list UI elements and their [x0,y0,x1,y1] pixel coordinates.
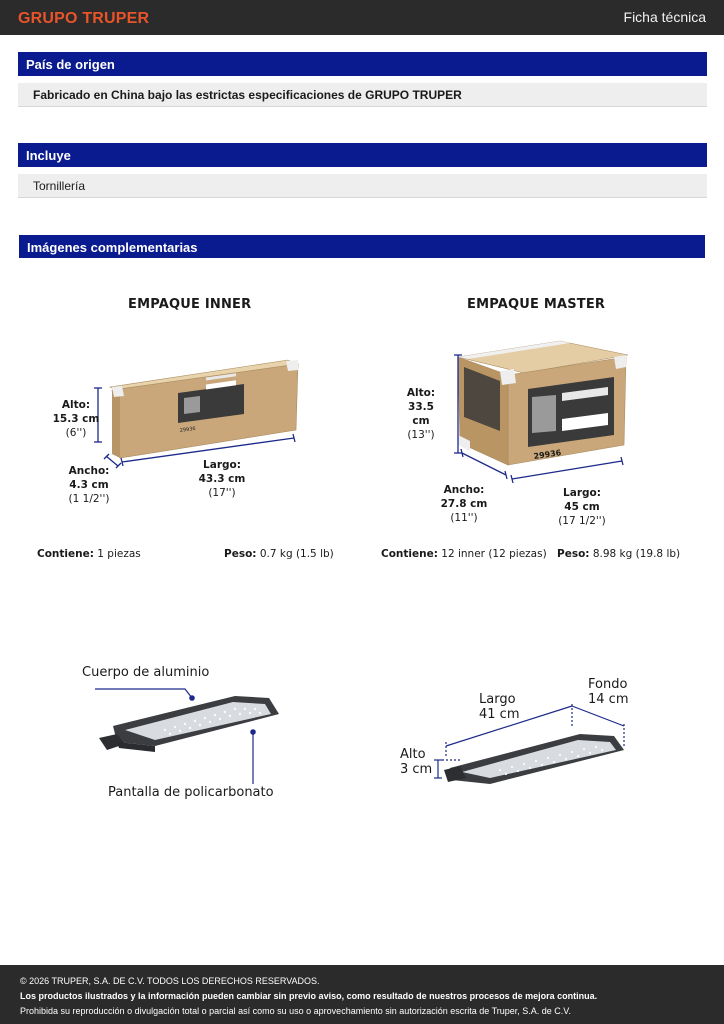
master-alto-in: (13'') [407,429,435,441]
master-weight-label: Peso: [557,548,590,560]
inner-alto-label [52,398,100,440]
luminaire-dimensions-illustration [430,700,630,790]
footer [0,965,724,1024]
inner-ancho-in: (1 1/2'') [68,493,110,505]
inner-largo-label [194,458,250,500]
callout-body: Cuerpo de aluminio [82,665,210,680]
master-largo-cm: 45 cm [564,501,600,513]
master-box-code: 29936 [533,448,562,461]
dim-fondo-label: Fondo [588,677,628,692]
footer-copyright: © 2026 TRUPER, S.A. DE C.V. TODOS LOS DERECHOS RESERVADOS. [20,976,320,986]
inner-weight-value: 0.7 kg (1.5 lb) [259,548,334,560]
luminaire-parts-illustration [95,680,295,790]
master-ancho-in: (11'') [450,512,478,524]
footer-prohibition: Prohibida su reproducción o divulgación total o parcial así como su uso o aprovechamiento sin autorización escrita de Truper, S.A. de C.V. [20,1006,571,1016]
dim-alto-value: 3 cm [400,762,433,777]
brand-logo: GRUPO TRUPER [18,10,150,27]
inner-contents-value: 1 piezas [97,548,141,560]
includes-text: Tornillería [18,174,707,198]
master-contents-value: 12 inner (12 piezas) [441,548,547,560]
master-ancho-label [437,483,491,525]
inner-alto-in: (6'') [65,427,87,439]
inner-contents-label: Contiene: [37,548,94,560]
master-alto-cm: 33.5 cm [408,401,434,427]
footer-notice: Los productos ilustrados y la información pueden cambiar sin previo aviso, como resultado de nuestros procesos de mejora continua. [20,991,598,1001]
master-weight-value: 8.98 kg (19.8 lb) [592,548,681,560]
origin-text: Fabricado en China bajo las estrictas especificaciones de GRUPO TRUPER [18,83,707,107]
master-largo-label [558,486,606,528]
dim-alto [400,747,432,777]
inner-ancho-cm: 4.3 cm [69,479,109,491]
master-ancho-title: Ancho: [443,484,485,496]
inner-contents [37,548,141,560]
master-largo-title: Largo: [563,487,601,499]
inner-alto-cm: 15.3 cm [52,413,100,425]
section-includes-title: Incluye [18,143,707,167]
dim-largo-label: Largo [479,692,516,707]
master-ancho-cm: 27.8 cm [440,498,488,510]
callout-screen: Pantalla de policarbonato [108,785,274,800]
inner-weight [224,548,334,560]
inner-package-title: EMPAQUE INNER [128,297,252,312]
dim-largo-value: 41 cm [479,707,520,722]
master-largo-in: (17 1/2'') [558,515,606,527]
inner-alto-title: Alto: [61,399,91,411]
inner-ancho-title: Ancho: [68,465,110,477]
inner-weight-label: Peso: [224,548,257,560]
master-alto-label [398,386,444,442]
inner-box-code: 29936 [179,425,197,434]
document-type: Ficha técnica [623,9,706,25]
master-alto-title: Alto: [406,387,436,399]
master-contents [381,548,547,560]
dim-fondo-value: 14 cm [588,692,629,707]
master-contents-label: Contiene: [381,548,438,560]
top-bar [0,0,724,35]
master-package-title: EMPAQUE MASTER [467,297,606,312]
section-images-title: Imágenes complementarias [19,235,705,258]
master-weight [557,548,680,560]
inner-largo-cm: 43.3 cm [198,473,246,485]
inner-ancho-label [64,464,114,506]
inner-largo-in: (17'') [208,487,236,499]
dim-alto-label: Alto [400,747,426,762]
section-origin-title: País de origen [18,52,707,76]
inner-largo-title: Largo: [203,459,241,471]
